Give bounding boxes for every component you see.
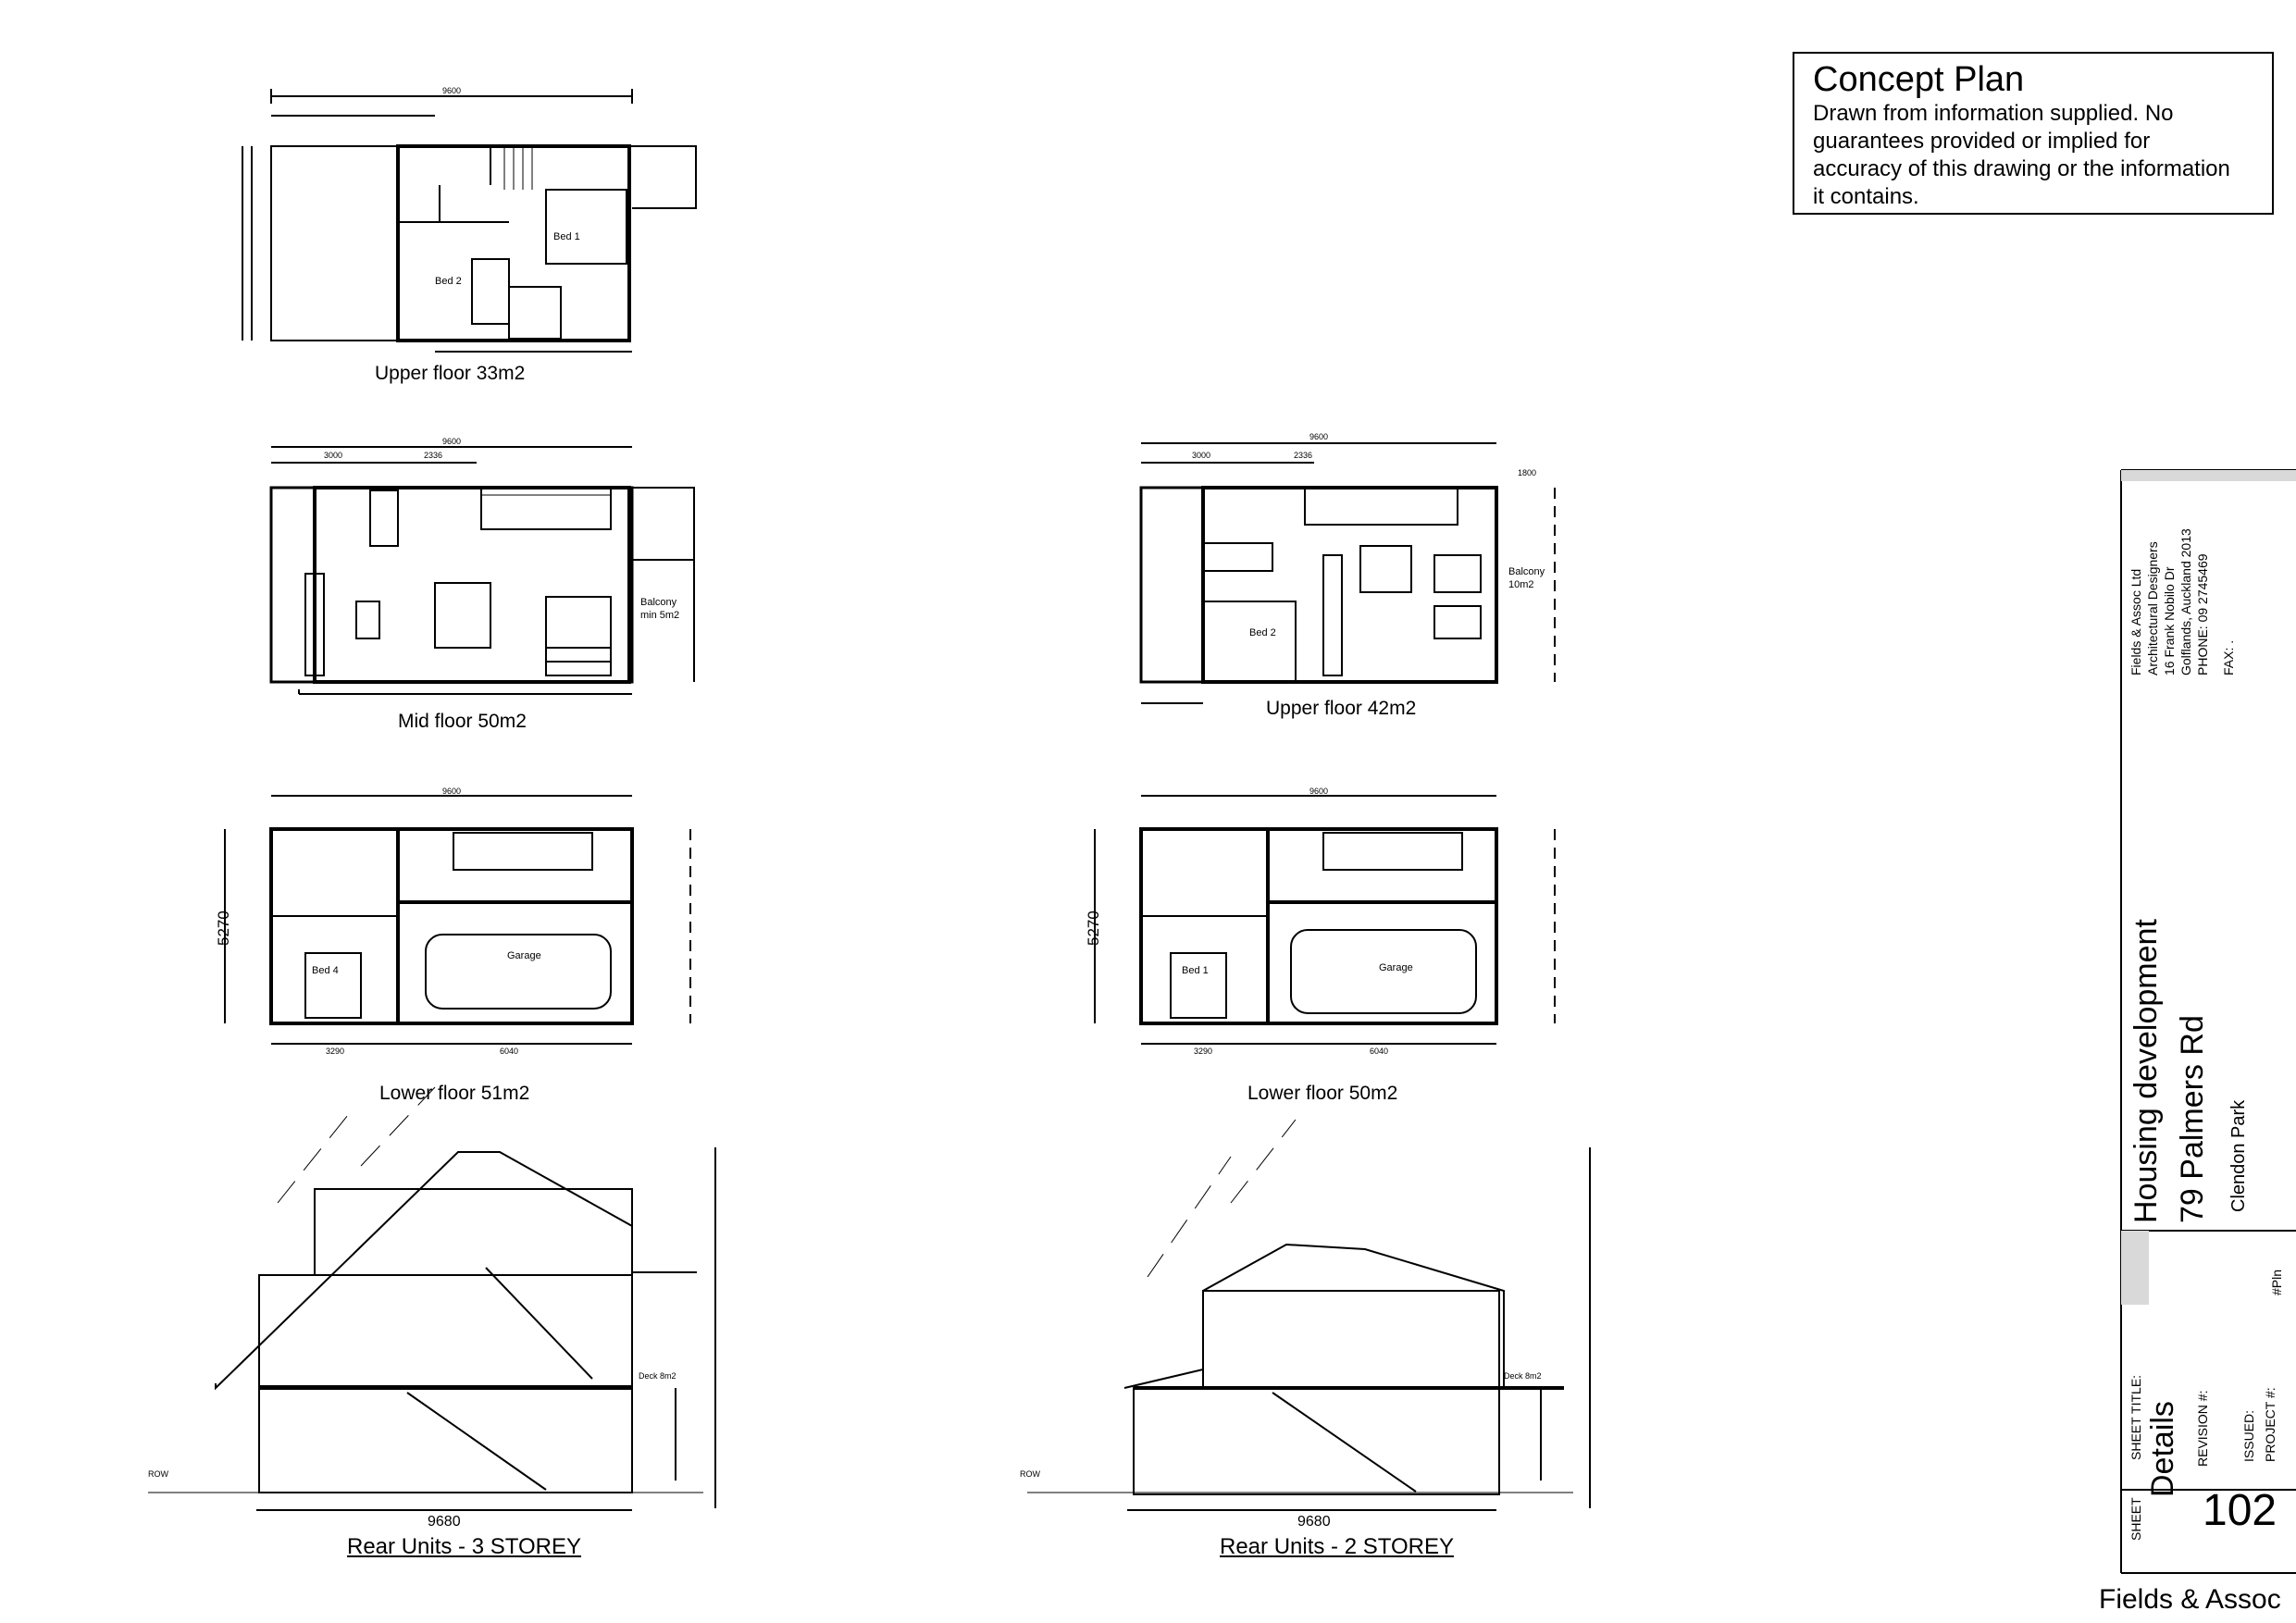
label-deck-2-storey: Deck 8m2 [1504,1371,1542,1381]
concept-line-3: accuracy of this drawing or the information [1813,156,2230,181]
room-balcony-10: 10m2 [1508,579,1534,590]
label-row-2-storey: ROW [1020,1469,1040,1479]
room-bed-4: Bed 4 [312,965,339,976]
dim-mid50-overall: 9600 [442,437,462,446]
project-suburb: Clendon Park [2228,1099,2249,1212]
title-rear-units-3-storey: Rear Units - 3 STOREY [347,1534,581,1559]
room-bed-2: Bed 2 [435,276,462,287]
label-row-3-storey: ROW [148,1469,168,1479]
room-garage-51: Garage [507,950,541,961]
room-bed-1: Bed 1 [553,231,580,242]
dim-lower50-6040: 6040 [1370,1047,1389,1056]
brand-name: Fields & Assoc [2099,1584,2281,1615]
plan-upper-floor-33 [242,89,696,352]
project-title: Housing development [2128,919,2164,1223]
dim-lower51-5270: 5270 [215,911,232,946]
title-upper-floor-42: Upper floor 42m2 [1266,698,1417,719]
dim-lower50-overall: 9600 [1309,787,1329,796]
concept-line-4: it contains. [1813,184,1919,209]
concept-plan-notice [1793,52,2274,215]
company-role: Architectural Designers [2145,541,2160,675]
dim-upper42-overall: 9600 [1309,432,1329,441]
title-lower-floor-50: Lower floor 50m2 [1247,1083,1398,1104]
dim-lower50-5270: 5270 [1085,911,1102,946]
dim-lower50-3290: 3290 [1194,1047,1213,1056]
plan-lower-floor-51 [225,796,690,1044]
plan-upper-floor-42 [1141,443,1555,703]
plan-mid-floor-50 [271,447,694,694]
room-balcony: Balcony [640,597,677,608]
section-2-storey [1027,1120,1590,1510]
label-revision: REVISION #: [2195,1390,2210,1467]
company-fax: FAX: . [2221,639,2236,675]
dim-section3-9680: 9680 [428,1514,461,1530]
concept-line-1: Drawn from information supplied. No [1813,101,2174,126]
room-bed-1-lower50: Bed 1 [1182,965,1209,976]
room-garage-50: Garage [1379,962,1413,973]
plan-lower-floor-50 [1095,796,1555,1044]
sheet-title-value: Details [2145,1401,2180,1497]
label-sheet: SHEET [2128,1497,2143,1541]
dim-lower51-overall: 9600 [442,787,462,796]
section-3-storey [148,1087,715,1510]
dim-upper42-1800: 1800 [1518,468,1537,477]
dim-mid50-3000: 3000 [324,451,343,460]
sheet-number: 102 [2203,1486,2277,1535]
dim-lower51-3290: 3290 [326,1047,345,1056]
label-issued: ISSUED: [2241,1409,2256,1462]
room-balcony-min: min 5m2 [640,610,680,621]
room-bed-2-upper42: Bed 2 [1249,627,1276,638]
title-lower-floor-51: Lower floor 51m2 [379,1083,530,1104]
title-mid-floor-50: Mid floor 50m2 [398,711,527,732]
company-city: Golflands, Auckland 2013 [2178,528,2193,675]
title-upper-floor-33: Upper floor 33m2 [375,363,526,384]
dim-mid50-2336: 2336 [424,451,443,460]
room-balcony-upper42: Balcony [1508,566,1545,577]
dim-upper42-2336: 2336 [1294,451,1313,460]
company-name: Fields & Assoc Ltd [2128,568,2143,675]
company-phone: PHONE: 09 2745469 [2195,553,2210,675]
project-no-value: #Pln [2269,1269,2284,1295]
dim-upper42-3000: 3000 [1192,451,1211,460]
project-address: 79 Palmers Rd [2175,1015,2210,1223]
dim-lower51-6040: 6040 [500,1047,519,1056]
label-sheet-title: SHEET TITLE: [2128,1374,2143,1460]
concept-line-2: guarantees provided or implied for [1813,129,2151,154]
dim-section2-9680: 9680 [1297,1514,1331,1530]
label-project-no: PROJECT #: [2263,1387,2277,1462]
title-rear-units-2-storey: Rear Units - 2 STOREY [1220,1534,1454,1559]
company-address: 16 Frank Nobilo Dr [2162,566,2177,675]
dim-upper33-overall: 9600 [442,86,462,95]
label-deck-3-storey: Deck 8m2 [639,1371,676,1381]
concept-plan-title: Concept Plan [1813,60,2025,99]
